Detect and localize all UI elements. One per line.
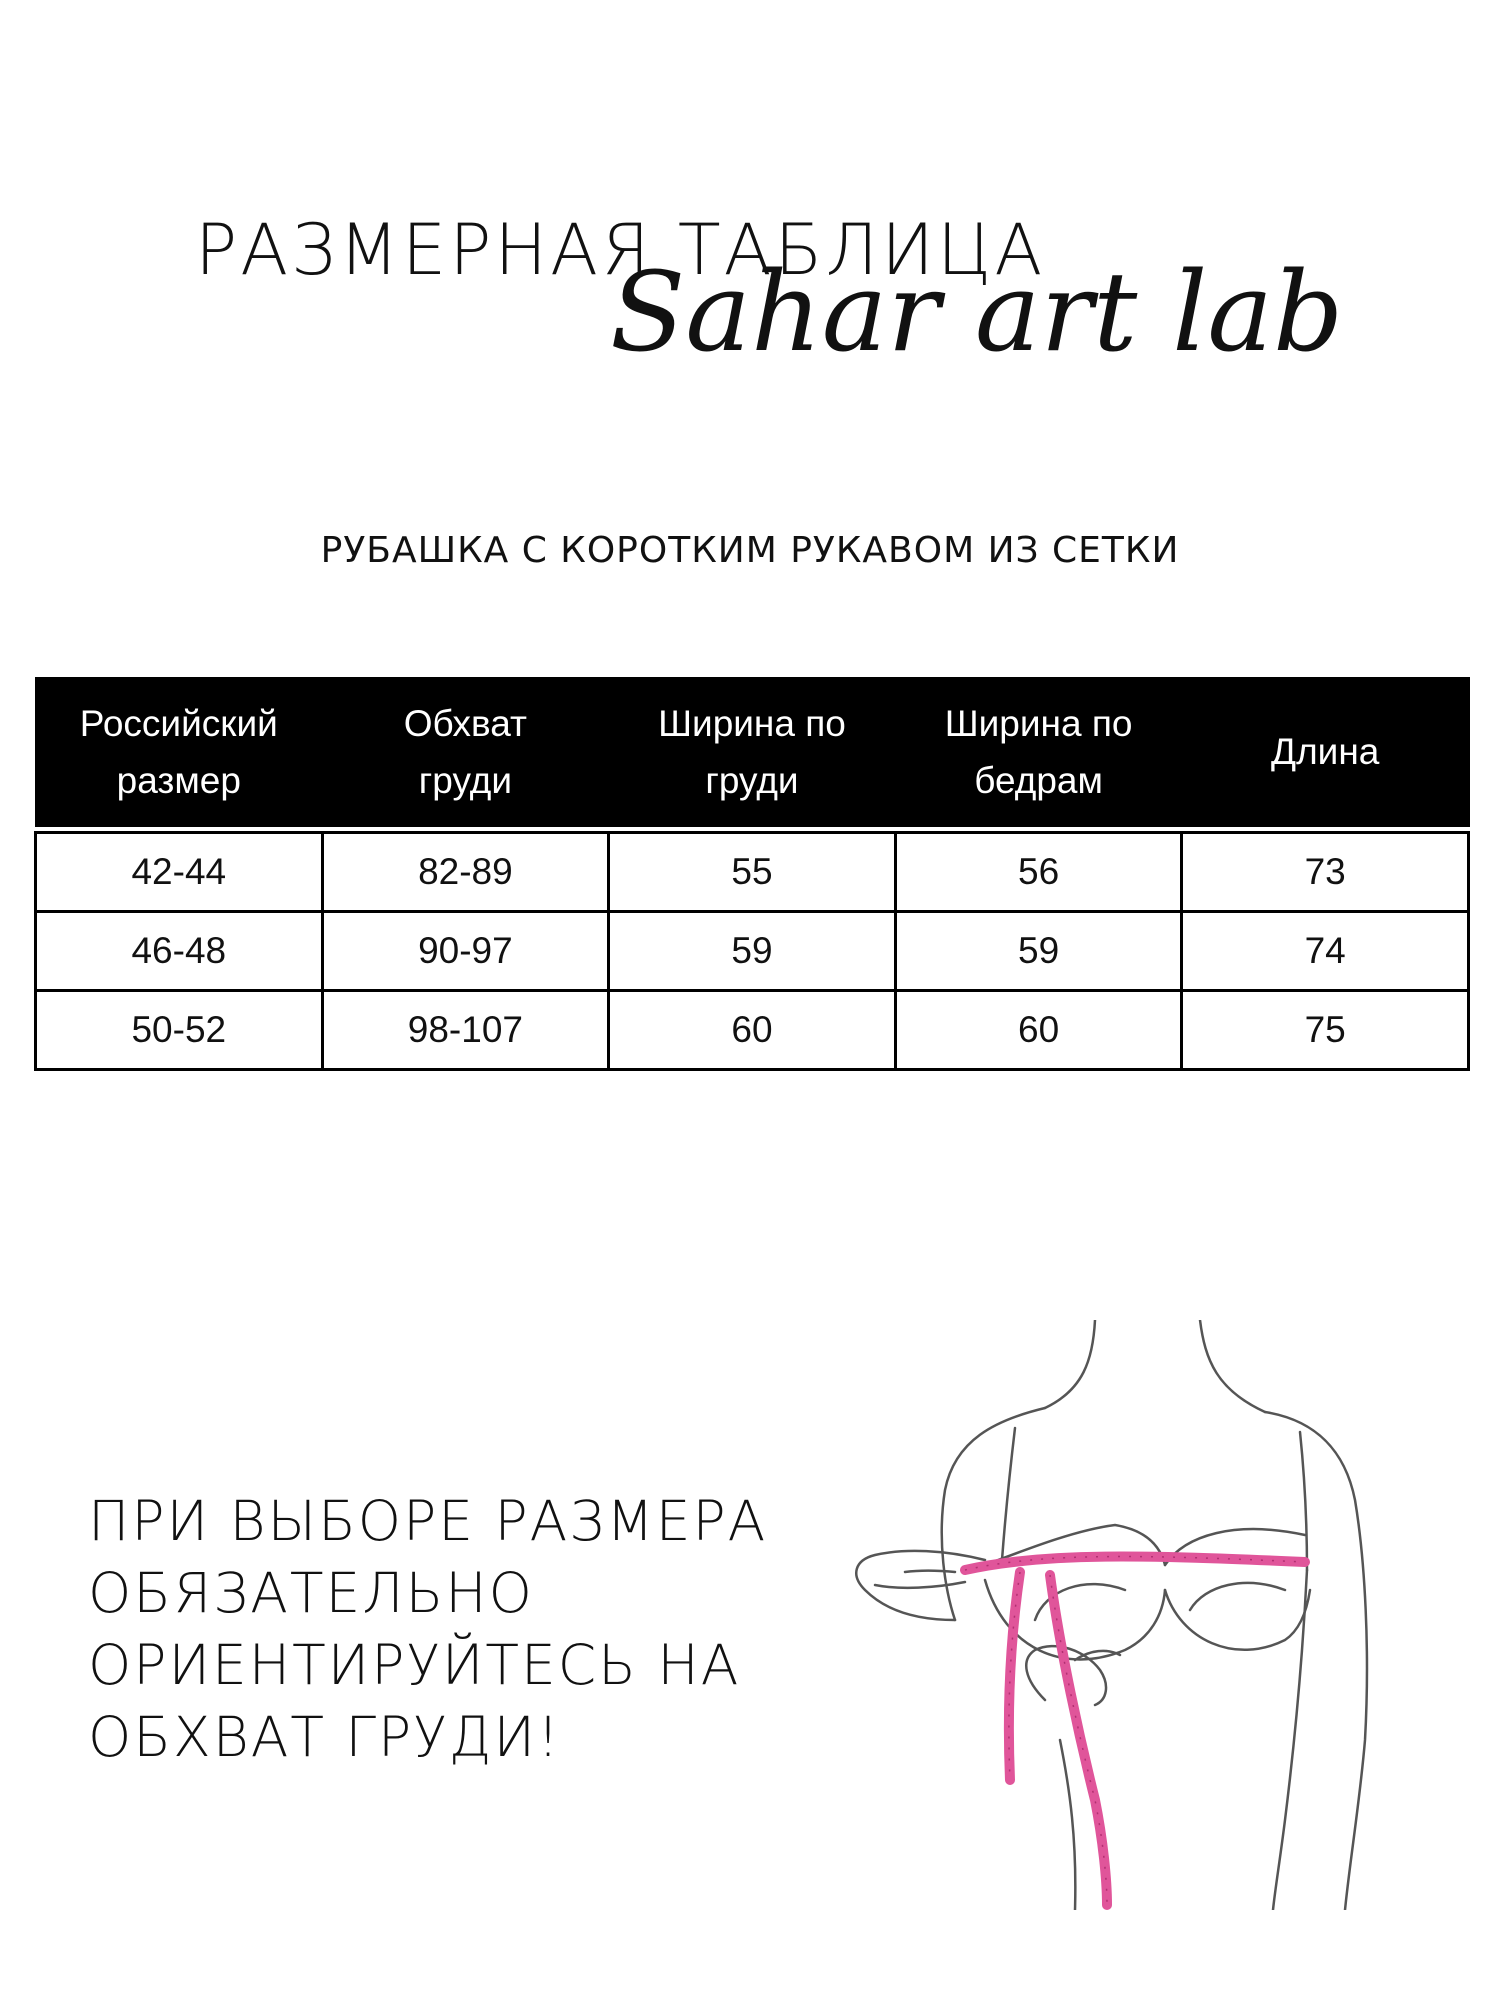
note-line: ОБХВАТ ГРУДИ! — [88, 1705, 562, 1769]
column-header-line: груди — [705, 760, 799, 801]
table-cell: 90-97 — [322, 912, 609, 991]
size-advice-note — [88, 1485, 848, 1773]
column-header-line: Ширина по — [944, 702, 1133, 744]
bust-measuring-tape-icon — [845, 1320, 1425, 1910]
table-cell: 82-89 — [322, 833, 609, 912]
table-row — [36, 833, 1469, 912]
table-cell: 60 — [895, 991, 1182, 1070]
product-subtitle: РУБАШКА С КОРОТКИМ РУКАВОМ ИЗ СЕТКИ — [320, 530, 1180, 571]
table-cell: 60 — [609, 991, 896, 1070]
table-cell: 59 — [895, 912, 1182, 991]
table-cell: 56 — [895, 833, 1182, 912]
table-cell: 50-52 — [36, 991, 323, 1070]
table-header-row — [36, 677, 1469, 827]
column-header — [1182, 677, 1469, 827]
note-line: ПРИ ВЫБОРЕ РАЗМЕРА — [88, 1489, 768, 1553]
column-header-line: Длина — [1271, 731, 1380, 773]
note-line: ОБЯЗАТЕЛЬНО — [88, 1561, 534, 1625]
column-header — [895, 677, 1182, 827]
note-line: ОРИЕНТИРУЙТЕСЬ НА — [88, 1633, 741, 1697]
column-header-line: Российский — [79, 702, 278, 744]
table-cell: 98-107 — [322, 991, 609, 1070]
table-row — [36, 912, 1469, 991]
column-header-line: груди — [418, 760, 512, 801]
brand-logo — [600, 255, 1390, 385]
table-cell: 42-44 — [36, 833, 323, 912]
column-header-line: размер — [116, 760, 241, 801]
table-row — [36, 991, 1469, 1070]
brand-logo-text: Sahar art lab — [610, 255, 1344, 376]
column-header-line: Обхват — [403, 702, 527, 744]
column-header-line: Ширина по — [658, 702, 846, 744]
size-table — [34, 677, 1470, 1071]
table-cell: 74 — [1182, 912, 1469, 991]
column-header — [36, 677, 323, 827]
column-header-line: бедрам — [974, 760, 1103, 801]
table-cell: 75 — [1182, 991, 1469, 1070]
table-cell: 55 — [609, 833, 896, 912]
table-cell: 73 — [1182, 833, 1469, 912]
column-header — [609, 677, 896, 827]
table-cell: 59 — [609, 912, 896, 991]
column-header — [322, 677, 609, 827]
table-cell: 46-48 — [36, 912, 323, 991]
page-title: РАЗМЕРНАЯ ТАБЛИЦА — [195, 209, 1046, 291]
